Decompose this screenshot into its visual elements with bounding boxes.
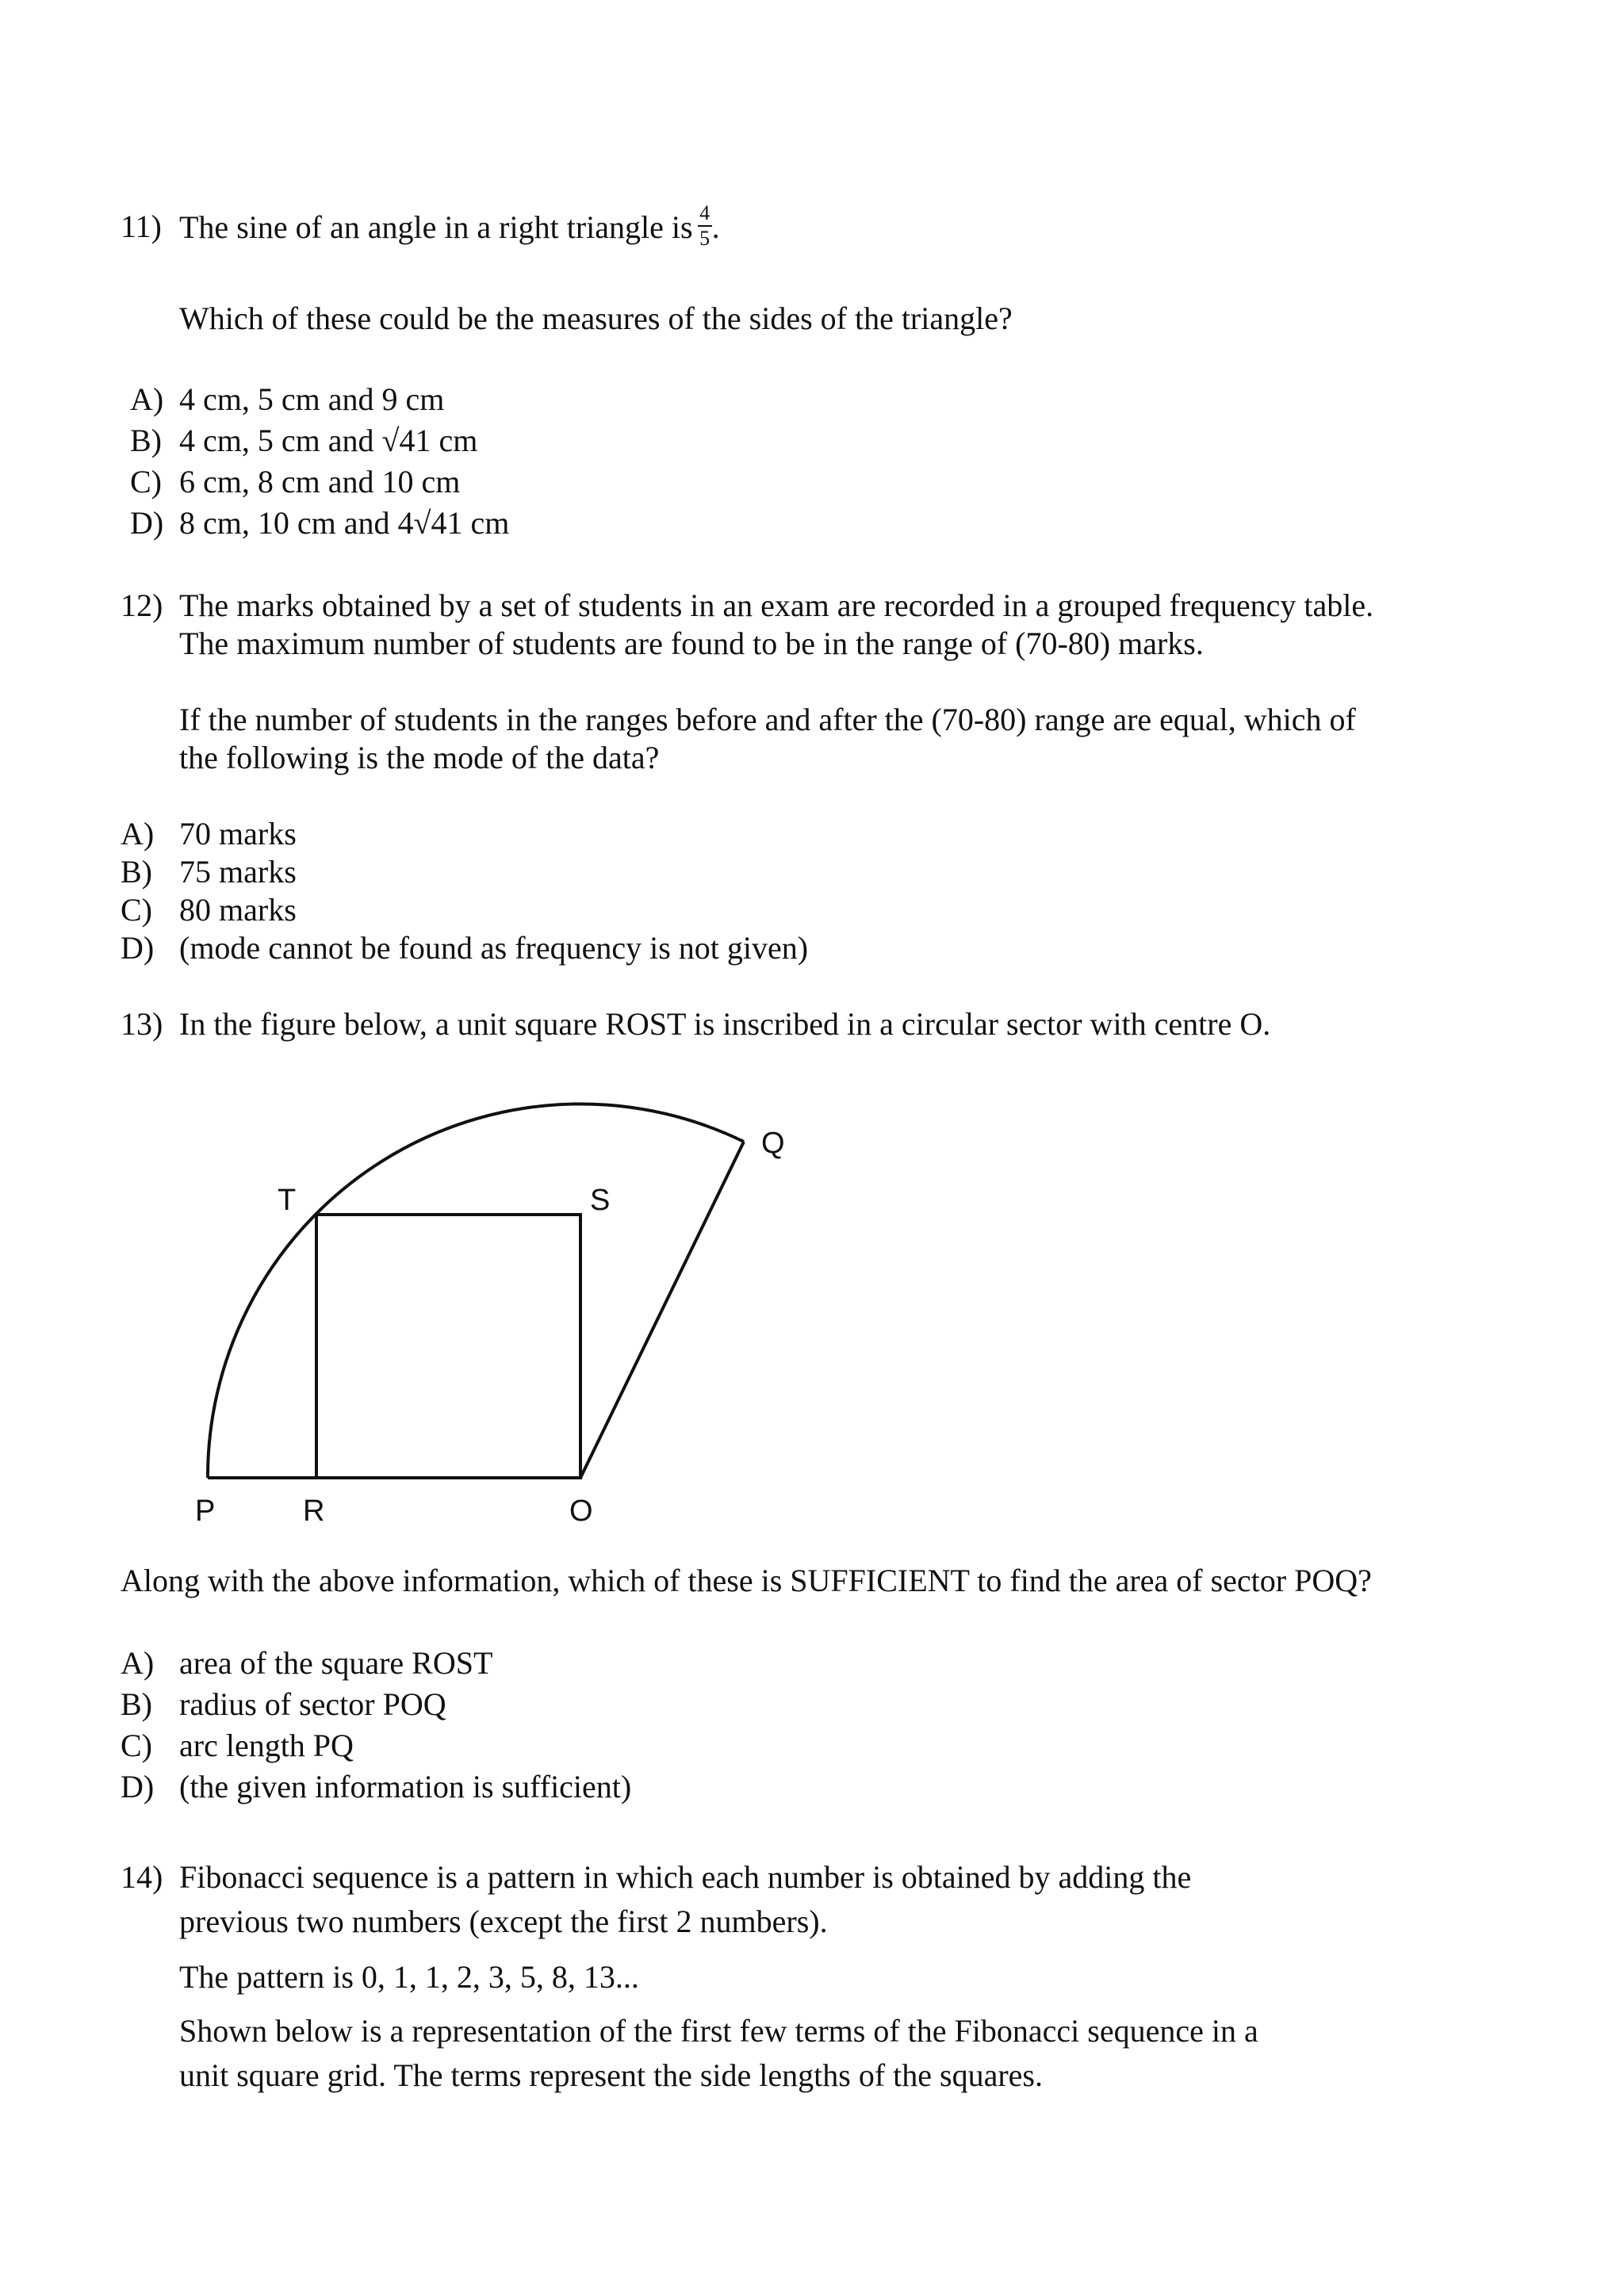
option-text: 6 cm, 8 cm and 10 cm (179, 464, 461, 499)
question-line: The pattern is 0, 1, 1, 2, 3, 5, 8, 13... (179, 1959, 639, 1995)
question-line: Shown below is a representation of the first few terms of the Fibonacci sequence in a (179, 2013, 1258, 2049)
question-number: 11) (121, 209, 162, 244)
option-letter: C) (121, 892, 152, 928)
label-p: P (195, 1494, 216, 1528)
label-q: Q (761, 1127, 785, 1160)
option-text: 80 marks (179, 892, 297, 928)
option-text: 4 cm, 5 cm and √41 cm (179, 423, 478, 458)
option-letter: D) (121, 1769, 155, 1804)
option-text: (the given information is sufficient) (179, 1769, 632, 1804)
question-line: unit square grid. The terms represent the side lengths of the squares. (179, 2057, 1043, 2093)
option-text: area of the square ROST (179, 1645, 493, 1681)
option-letter: B) (121, 1686, 152, 1722)
fraction-numerator: 4 (699, 201, 710, 224)
option-text: radius of sector POQ (179, 1686, 446, 1722)
option-text: arc length PQ (179, 1728, 354, 1763)
question-line: previous two numbers (except the first 2 numbers). (179, 1904, 828, 1939)
question-number: 14) (121, 1859, 163, 1895)
option-letter: A) (121, 816, 155, 851)
question-text: Which of these could be the measures of the sides of the triangle? (179, 300, 1013, 336)
option-letter: B) (121, 854, 152, 890)
stem-text: The sine of an angle in a right triangle is (179, 209, 693, 246)
question-line: the following is the mode of the data? (179, 740, 660, 775)
label-s: S (590, 1184, 611, 1217)
label-t: T (278, 1184, 297, 1217)
option-letter: A) (130, 381, 164, 417)
label-o: O (569, 1494, 593, 1528)
option-letter: B) (130, 423, 162, 458)
option-text: 70 marks (179, 816, 297, 851)
question-text: Along with the above information, which of these is SUFFICIENT to find the area of sector POQ? (121, 1563, 1372, 1598)
option-letter: C) (130, 464, 162, 499)
option-letter: C) (121, 1728, 152, 1763)
label-r: R (303, 1494, 325, 1528)
option-letter: D) (121, 930, 155, 966)
question-number: 12) (121, 587, 163, 623)
question-stem: In the figure below, a unit square ROST is inscribed in a circular sector with centre O. (179, 1006, 1271, 1042)
square-rost (316, 1215, 580, 1478)
question-number: 13) (121, 1006, 163, 1042)
fraction-denominator: 5 (699, 227, 710, 250)
option-text: 4 cm, 5 cm and 9 cm (179, 381, 445, 417)
option-text: 75 marks (179, 854, 297, 890)
question-line: The maximum number of students are found to be in the range of (70-80) marks. (179, 626, 1204, 661)
stem-period: . (711, 209, 720, 246)
question-line: If the number of students in the ranges before and after the (70-80) range are equal, which of (179, 702, 1356, 737)
option-text: (mode cannot be found as frequency is not given) (179, 930, 809, 966)
question-line: Fibonacci sequence is a pattern in which each number is obtained by adding the (179, 1859, 1192, 1895)
sector-arc (208, 1104, 744, 1478)
question-line: The marks obtained by a set of students in an exam are recorded in a grouped frequency table. (179, 587, 1374, 623)
option-letter: D) (130, 505, 164, 541)
option-text: 8 cm, 10 cm and 4√41 cm (179, 505, 510, 541)
option-letter: A) (121, 1645, 155, 1681)
